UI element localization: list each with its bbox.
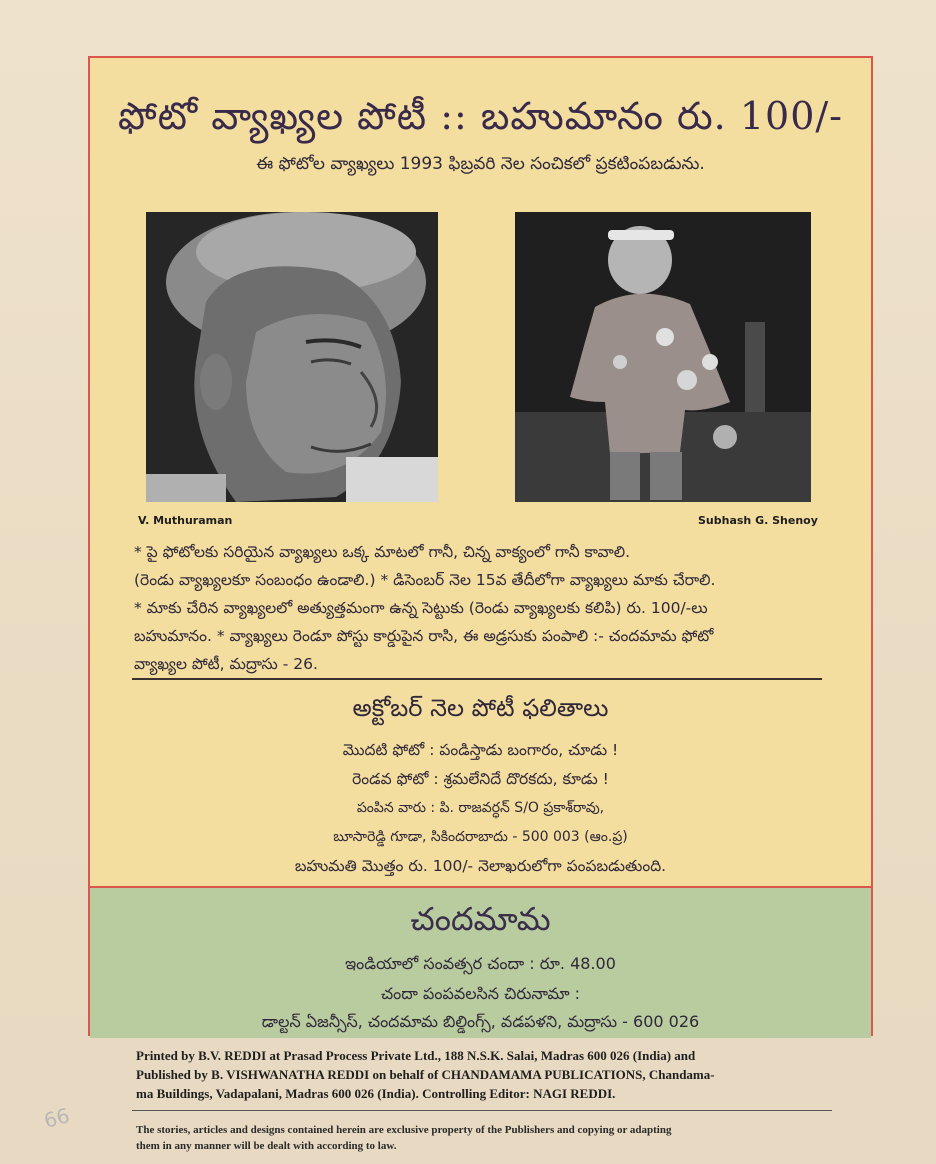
imprint-line: Printed by B.V. REDDI at Prasad Process Private Ltd., 188 N.S.K. Salai, Madras 600 026 (India) and	[136, 1048, 696, 1063]
copyright-notice	[136, 1122, 826, 1154]
rules-line: * మాకు చేరిన వ్యాఖ్యలలో అత్యుత్తమంగా ఉన్న సెట్టుకు (రెండు వ్యాఖ్యలకు కలిపి) రు. 100/-లు	[134, 599, 708, 617]
legal-line: them in any manner will be dealt with according to law.	[136, 1140, 397, 1152]
contest-panel	[88, 56, 873, 1036]
subscription-address: డాల్టన్ ఏజన్సీస్, చందమామ బిల్డింగ్స్, వడపళని, మద్రాసు - 600 026	[261, 1012, 700, 1031]
imprint-line: ma Buildings, Vadapalani, Madras 600 026 (India). Controlling Editor: NAGI REDDI.	[136, 1086, 616, 1101]
legal-line: The stories, articles and designs contained herein are exclusive property of the Publishers and copying or adapting	[136, 1124, 672, 1136]
second-photo-result: రెండవ ఫోటో : శ్రమలేనిదే దొరకదు, కూడు !	[352, 770, 609, 788]
subscription-rate: ఇండియాలో సంవత్సర చందా : రూ. 48.00	[345, 954, 616, 973]
subscription-box	[90, 886, 871, 1038]
footer-divider	[132, 1110, 832, 1111]
child-illustration	[515, 212, 811, 502]
contest-rules	[134, 538, 834, 678]
child-photo	[515, 212, 811, 502]
printer-imprint	[136, 1046, 826, 1103]
elderly-woman-illustration	[146, 212, 438, 502]
rules-line: వ్యాఖ్యల పోటీ, మద్రాసు - 26.	[134, 655, 318, 673]
brand-title: చందమామ	[410, 900, 551, 938]
section-divider	[132, 678, 822, 680]
page-number: 66	[41, 1103, 73, 1133]
winner-name: పంపిన వారు : పి. రాజవర్ధన్ S/O ప్రకాశ్‌రావు,	[356, 800, 605, 816]
rules-line: * పై ఫోటోలకు సరియైన వ్యాఖ్యలు ఒక్క మాటలో గానీ, చిన్న వాక్యంలో గానీ కావాలి.	[134, 543, 631, 561]
winner-address: బూసారెడ్డి గూడా, సికిందరాబాదు - 500 003 (ఆం.ప్ర)	[333, 829, 628, 845]
contest-results	[90, 694, 871, 881]
rules-line: (రెండు వ్యాఖ్యలకూ సంబంధం ఉండాలి.) * డిసెంబర్ నెల 15వ తేదీలోగా వ్యాఖ్యలు మాకు చేరాలి.	[134, 571, 716, 589]
elderly-woman-photo	[146, 212, 438, 502]
right-photo-credit: Subhash G. Shenoy	[698, 514, 818, 527]
results-heading: అక్టోబర్ నెల పోటీ ఫలితాలు	[352, 694, 609, 722]
prize-note: బహుమతి మొత్తం రు. 100/- నెలాఖరులోగా పంపబడుతుంది.	[294, 857, 667, 875]
left-photo-credit: V. Muthuraman	[138, 514, 233, 527]
contest-title: ఫోటో వ్యాఖ్యల పోటీ :: బహుమానం రు. 100/-	[117, 94, 844, 138]
rules-line: బహుమానం. * వ్యాఖ్యలు రెండూ పోస్టు కార్డుపైన రాసి, ఈ అడ్రసుకు పంపాలి :- చందమామ ఫోటో	[134, 627, 714, 645]
imprint-line: Published by B. VISHWANATHA REDDI on behalf of CHANDAMAMA PUBLICATIONS, Chandama-	[136, 1067, 715, 1082]
subscription-address-label: చందా పంపవలసిన చిరునామా :	[380, 984, 581, 1003]
contest-subtitle: ఈ ఫోటోల వ్యాఖ్యలు 1993 ఫిబ్రవరి నెల సంచికలో ప్రకటింపబడును.	[256, 154, 705, 174]
first-photo-result: మొదటి ఫోటో : పండిస్తాడు బంగారం, చూడు !	[342, 741, 619, 759]
